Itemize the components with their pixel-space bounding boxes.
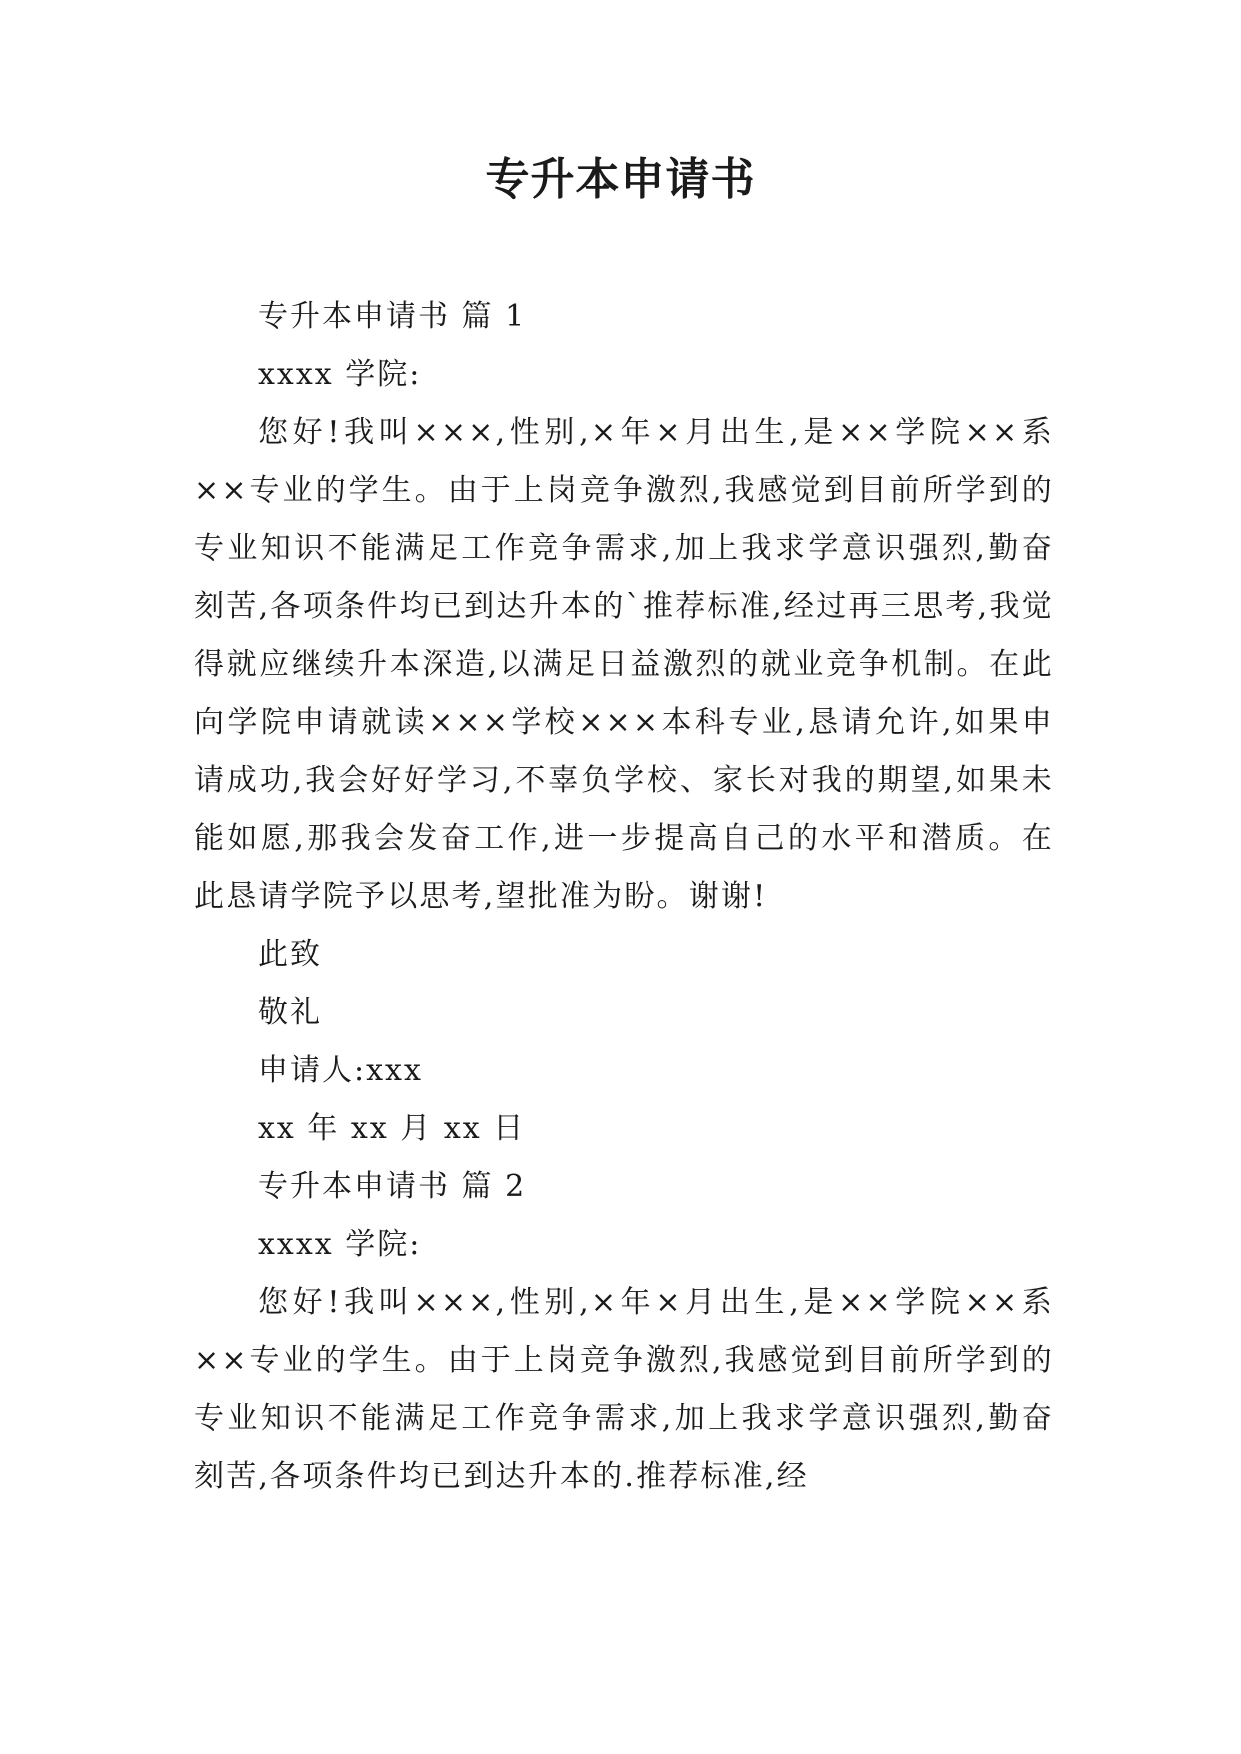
salutation: xxxx 学院: (258, 1227, 422, 1262)
document-body (194, 288, 1054, 1506)
letter-date: xx 年 xx 月 xx 日 (258, 1111, 526, 1146)
section-heading: 专升本申请书 篇 1 (258, 299, 527, 334)
letter-body-paragraph: 您好!我叫×××,性别,×年×月出生,是××学院××系××专业的学生。由于上岗竞争激烈,我感觉到目前所学到的专业知识不能满足工作竞争需求,加上我求学意识强烈,勤奋刻苦,各项条件均已到达升本的`推荐标准,经过再三思考,我觉得就应继续升本深造,以满足日益激烈的就业竞争机制。在此向学院申请就读×××学校×××本科专业,恳请允许,如果申请成功,我会好好学习,不辜负学校、家长对我的期望,如果未能如愿,那我会发奋工作,进一步提高自己的水平和潜质。在此恳请学院予以思考,望批准为盼。谢谢! (194, 415, 1054, 914)
closing-line: 此致 (258, 937, 322, 972)
document-title: 专升本申请书 (485, 154, 756, 205)
section-heading: 专升本申请书 篇 2 (258, 1169, 527, 1204)
letter-body-paragraph: 您好!我叫×××,性别,×年×月出生,是××学院××系××专业的学生。由于上岗竞争激烈,我感觉到目前所学到的专业知识不能满足工作竞争需求,加上我求学意识强烈,勤奋刻苦,各项条件均已到达升本的.推荐标准,经 (194, 1285, 1054, 1494)
salutation: xxxx 学院: (258, 357, 422, 392)
applicant-signature: 申请人:xxx (258, 1053, 423, 1088)
closing-regards: 敬礼 (258, 995, 322, 1030)
